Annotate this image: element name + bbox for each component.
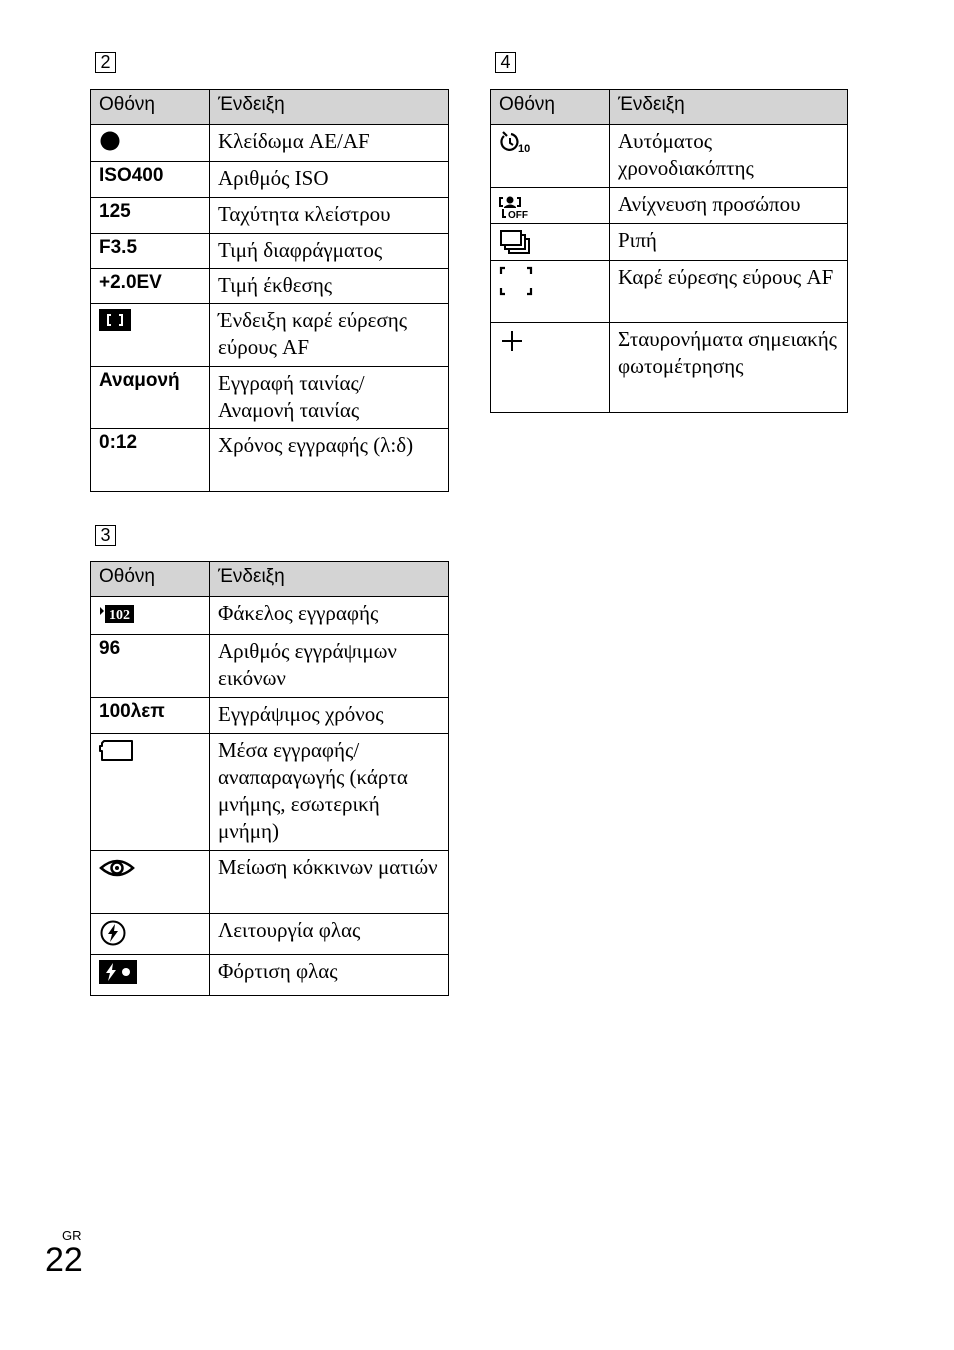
row-description: Μέσα εγγραφής/ αναπαραγωγής (κάρτα μνήμης, εσωτερική μνήμη)	[210, 734, 449, 851]
row-description: Αριθμός ISO	[210, 162, 449, 198]
table-row	[91, 429, 449, 492]
row-display: 125	[91, 198, 210, 234]
table-row	[491, 261, 848, 323]
row-description: Αριθμός εγγράψιμων εικόνων	[210, 635, 449, 698]
indicator-table-3	[90, 561, 449, 996]
red-eye-reduction-icon	[99, 856, 135, 880]
table-row	[491, 188, 848, 224]
row-description: Καρέ εύρεσης εύρους AF	[610, 261, 848, 323]
row-description: Χρόνος εγγραφής (λ:δ)	[210, 429, 449, 492]
row-display: Αναμονή	[91, 367, 210, 429]
row-description: Μείωση κόκκινων ματιών	[210, 851, 449, 914]
row-description: Ανίχνευση προσώπου	[610, 188, 848, 224]
header-display: Οθόνη	[91, 90, 210, 125]
flash-charging-icon	[99, 960, 137, 984]
page-language-code: GR	[62, 1228, 82, 1243]
spot-metering-crosshair-icon	[499, 328, 525, 354]
table-row	[91, 851, 449, 914]
header-display: Οθόνη	[491, 90, 610, 125]
table-row	[491, 125, 848, 188]
flash-mode-icon	[99, 919, 127, 947]
row-description: Φάκελος εγγραφής	[210, 597, 449, 635]
row-description: Ένδειξη καρέ εύρεσης εύρους AF	[210, 304, 449, 367]
table-row	[491, 224, 848, 261]
header-indication: Ένδειξη	[210, 562, 449, 597]
header-display: Οθόνη	[91, 562, 210, 597]
table-row	[91, 269, 449, 304]
header-indication: Ένδειξη	[610, 90, 848, 125]
table-row	[91, 734, 449, 851]
svg-text:102: 102	[109, 608, 130, 623]
table-row	[91, 698, 449, 734]
table-header	[91, 90, 449, 125]
row-display: 0:12	[91, 429, 210, 492]
row-description: Φόρτιση φλας	[210, 955, 449, 996]
indicator-table-4	[490, 89, 848, 413]
svg-text:10: 10	[518, 143, 531, 154]
table-row	[91, 304, 449, 367]
header-indication: Ένδειξη	[210, 90, 449, 125]
row-description: Αυτόματος χρονοδιακόπτης	[610, 125, 848, 188]
af-range-finder-frame-icon	[99, 309, 131, 331]
row-description: Εγγράψιμος χρόνος	[210, 698, 449, 734]
table-header	[491, 90, 848, 125]
table-row	[91, 162, 449, 198]
table-row	[91, 635, 449, 698]
section-number-4: 4	[495, 52, 516, 73]
table-row	[91, 125, 449, 162]
table-row	[91, 234, 449, 269]
row-display: 96	[91, 635, 210, 698]
table-row	[91, 367, 449, 429]
table-row	[491, 323, 848, 413]
indicator-table-2	[90, 89, 449, 492]
row-display: +2.0EV	[91, 269, 210, 304]
self-timer-icon	[499, 130, 535, 154]
af-frame-corners-icon	[499, 266, 533, 296]
row-description: Τιμή έκθεσης	[210, 269, 449, 304]
face-detection-off-icon	[499, 193, 539, 219]
row-display: F3.5	[91, 234, 210, 269]
section-number-3: 3	[95, 525, 116, 546]
recording-folder-icon	[99, 602, 135, 624]
table-row	[91, 597, 449, 635]
focus-lock-dot-icon	[99, 130, 121, 152]
table-row	[91, 955, 449, 996]
page-number: 22	[45, 1241, 83, 1279]
section-number-2: 2	[95, 52, 116, 73]
row-description: Ταχύτητα κλείστρου	[210, 198, 449, 234]
row-description: Τιμή διαφράγματος	[210, 234, 449, 269]
memory-card-icon	[99, 739, 135, 763]
burst-icon	[499, 229, 531, 255]
row-description: Εγγραφή ταινίας/ Αναμονή ταινίας	[210, 367, 449, 429]
row-description: Λειτουργία φλας	[210, 914, 449, 955]
row-description: Ριπή	[610, 224, 848, 261]
table-header	[91, 562, 449, 597]
row-display: 100λεπ	[91, 698, 210, 734]
row-display: ISO400	[91, 162, 210, 198]
table-row	[91, 198, 449, 234]
row-description: Σταυρονήματα σημειακής φωτομέτρησης	[610, 323, 848, 413]
row-description: Κλείδωμα AE/AF	[210, 125, 449, 162]
table-row	[91, 914, 449, 955]
svg-text:OFF: OFF	[508, 210, 528, 219]
